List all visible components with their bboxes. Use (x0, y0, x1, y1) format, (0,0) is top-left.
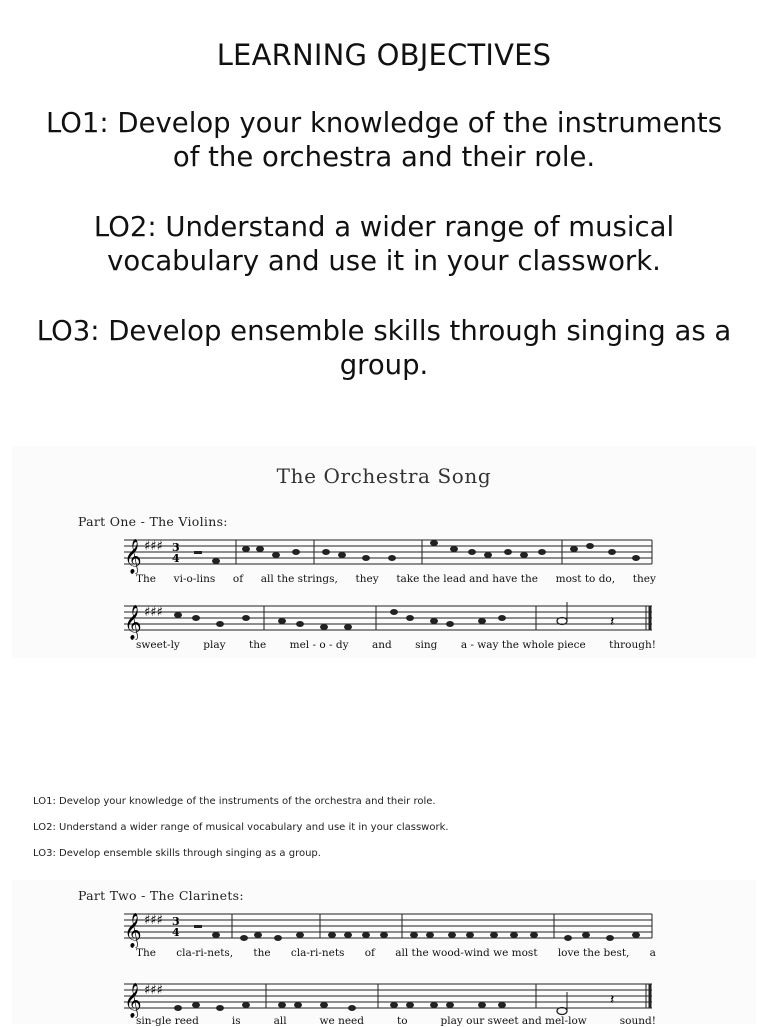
svg-text:3: 3 (172, 915, 180, 928)
lyric: mel - o - dy (289, 639, 349, 651)
small-objective-lo3: LO3: Develop ensemble skills through singing as a group. (33, 848, 321, 859)
svg-text:♯♯♯: ♯♯♯ (144, 605, 163, 620)
lyrics-part-two-line1 (136, 947, 656, 959)
lyric: through! (609, 639, 656, 651)
lyric: of (232, 573, 244, 585)
lyric: love the best, (557, 947, 630, 959)
lyric: and (372, 639, 392, 651)
svg-text:3: 3 (172, 541, 180, 554)
lyric: play our sweet and mel-low (440, 1015, 587, 1027)
lyric: cla-ri-nets (290, 947, 345, 959)
lyric: all (273, 1015, 287, 1027)
svg-text:♯♯♯: ♯♯♯ (144, 913, 163, 928)
svg-text:4: 4 (172, 552, 180, 565)
small-objectives (33, 795, 449, 873)
lyric: vi-o-lins (173, 573, 216, 585)
lyric: sweet-ly (136, 639, 180, 651)
lyric: The (136, 573, 156, 585)
lyric: they (632, 573, 656, 585)
sheet-music-part-two (12, 880, 756, 1027)
lyric: of (364, 947, 375, 959)
objective-lo3: LO3: Develop ensemble skills through singing as a group. (36, 315, 732, 381)
staff-part-one-line1 (116, 530, 656, 574)
lyric: sing (415, 639, 438, 651)
lyric: cla-ri-nets, (176, 947, 234, 959)
part-two-title: Part Two - The Clarinets: (78, 888, 244, 903)
small-objective-lo2: LO2: Understand a wider range of musical vocabulary and use it in your classwork. (33, 822, 449, 833)
song-title: The Orchestra Song (276, 464, 492, 488)
lyric: sound! (619, 1015, 656, 1027)
lyric: is (231, 1015, 241, 1027)
learning-objectives (0, 38, 768, 418)
lyric: the (249, 639, 267, 651)
lyric: the (253, 947, 271, 959)
treble-clef-icon: 𝄞 (124, 605, 142, 640)
lyric: all the strings, (260, 573, 338, 585)
sheet-music-part-one (12, 446, 756, 658)
staff-part-two-line2 (116, 974, 656, 1018)
svg-text:4: 4 (172, 926, 180, 939)
svg-text:♯♯♯: ♯♯♯ (144, 983, 163, 998)
lyric: to (396, 1015, 408, 1027)
lyric: The (136, 947, 156, 959)
lyrics-part-one-line2 (136, 639, 656, 651)
staff-part-one-line2 (116, 596, 656, 640)
lyrics-part-one-line1 (136, 573, 656, 585)
staff-part-two-line1 (116, 904, 656, 948)
treble-clef-icon: 𝄞 (124, 983, 142, 1018)
part-one-title: Part One - The Violins: (78, 514, 228, 529)
svg-text:♯♯♯: ♯♯♯ (144, 539, 163, 554)
svg-text:𝄽: 𝄽 (610, 992, 615, 1008)
lyric: play (203, 639, 226, 651)
lyric: most to do, (555, 573, 616, 585)
objective-lo1: LO1: Develop your knowledge of the instruments of the orchestra and their role. (45, 107, 723, 173)
objectives-heading: LEARNING OBJECTIVES (216, 38, 552, 72)
lyric: take the lead and have the (396, 573, 538, 585)
objective-lo2: LO2: Understand a wider range of musical vocabulary and use it in your classwork. (93, 211, 675, 277)
treble-clef-icon: 𝄞 (124, 913, 142, 948)
lyrics-part-two-line2 (136, 1015, 656, 1027)
lyric: all the wood-wind we most (395, 947, 538, 959)
treble-clef-icon: 𝄞 (124, 539, 142, 574)
svg-text:𝄽: 𝄽 (610, 614, 615, 630)
lyric: they (355, 573, 379, 585)
lyric: a (649, 947, 656, 959)
lyric: a - way the whole piece (460, 639, 586, 651)
lyric: sin-gle reed (136, 1015, 199, 1027)
lyric: we need (319, 1015, 364, 1027)
small-objective-lo1: LO1: Develop your knowledge of the instruments of the orchestra and their role. (33, 796, 436, 807)
